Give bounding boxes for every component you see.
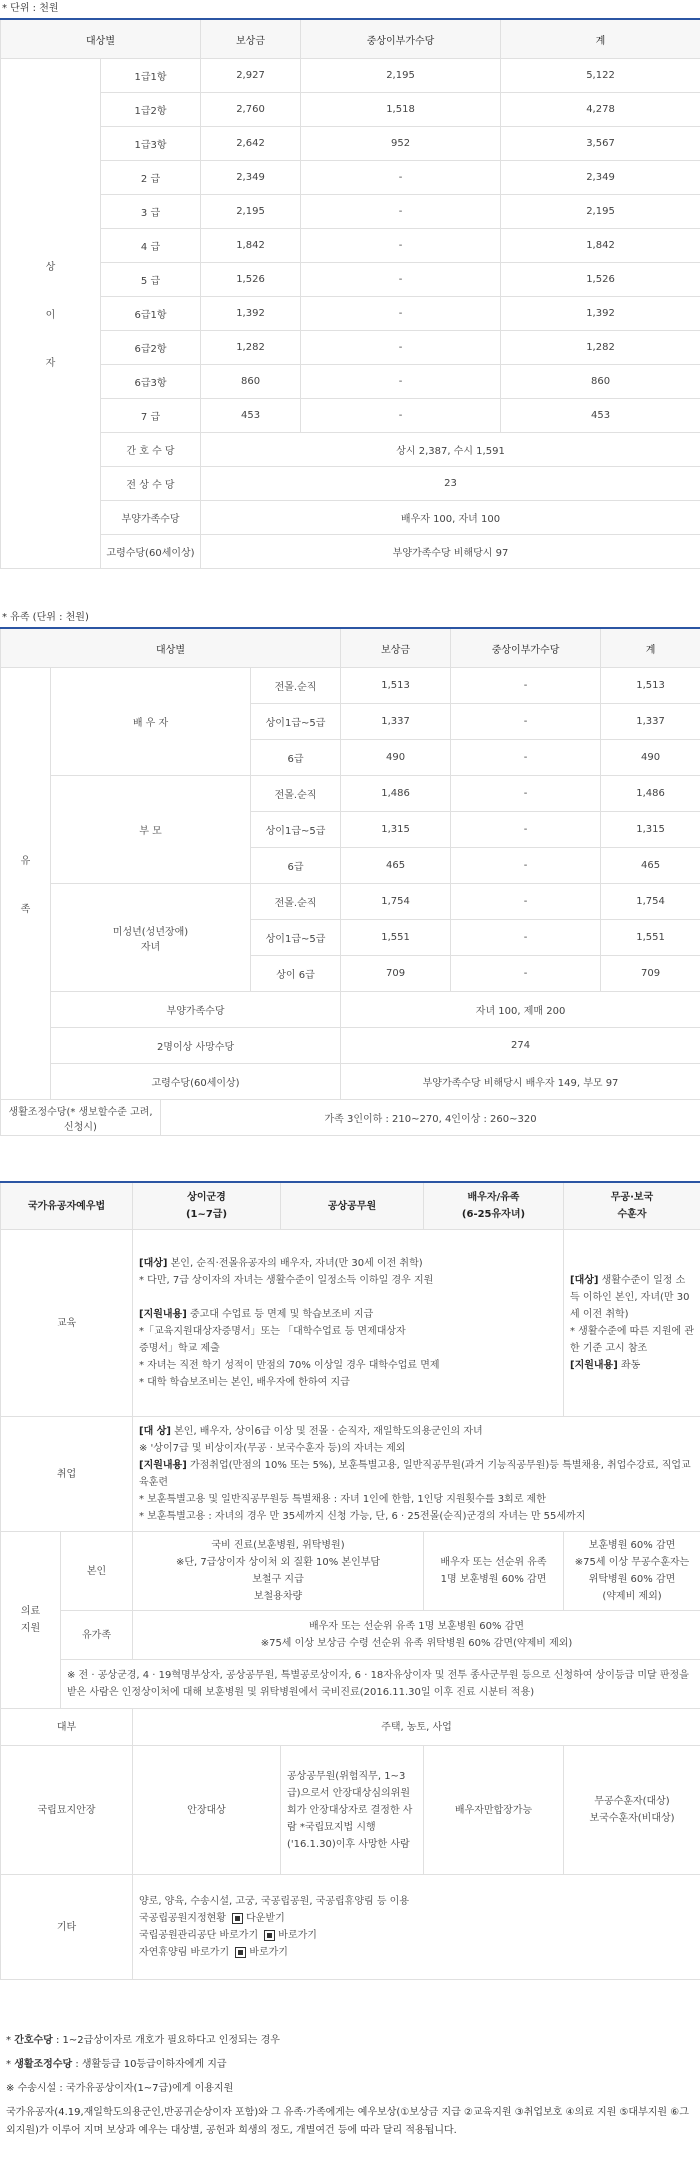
note-general: 국가유공자(4.19,재일학도의용군인,반공귀순상이자 포함)와 그 유족·가족에게는 예우보상(①보상금 지급 ②교육지원 ③취업보호 ④의료 지원 ⑤대부지원 ⑥그외지원)가 이루어 지며 보상과 예우는 대상별, 공헌과 희생의 정도, 개별여건 등에 따라 달리 적용됩니다. [6,2107,689,2136]
grade-label: 1급3항 [101,127,201,161]
loan-row [1,1709,700,1746]
total-value: 5,122 [501,59,700,93]
content-line [139,1289,557,1306]
category-label: 전몰.순직 [251,668,341,704]
compensation-value: 1,513 [341,668,451,704]
total-value: 453 [501,399,700,433]
forest-link[interactable]: 바로가기 [249,1947,288,1958]
table-row [1,1064,700,1100]
table-row [1,1028,700,1064]
etc-line: 국공립공원지정현황 다운받기 [139,1910,694,1927]
cemetery-veterans: 안장대상 [133,1746,281,1875]
header-merit-recipients: 무공·보국 수훈자 [564,1182,700,1230]
header-cell: 중상이부가수당 [451,628,601,668]
header-cell: 계 [601,628,700,668]
extra-allowance-value: 952 [301,127,501,161]
content-line: * 자녀는 직전 학기 성적이 만점의 70% 이상일 경우 대학수업료 면제 [139,1360,440,1371]
total-value: 4,278 [501,93,700,127]
extra-allowance-value: - [301,399,501,433]
extra-allowance-value: 1,518 [301,93,501,127]
header-cell: 대상별 [1,19,201,59]
table-row [1,776,700,812]
total-value: 1,526 [501,263,700,297]
category-label: 상이 6급 [251,956,341,992]
grade-label: 6급1항 [101,297,201,331]
medical-note: ※ 전 · 공상군경, 4 · 19혁명부상자, 공상공무원, 특별공로상이자, 6 · 18자유상이자 및 전투 종사군무원 등으로 신청하여 상이등급 미달 판정을 받은 사람은 인정상이처에 대해 보훈병원 및 위탁병원에서 국비진료(2016.11.30일 이후 진료 시분터 적용) [61,1660,700,1709]
total-value: 465 [601,848,700,884]
table-row [1,535,700,569]
content-line: ※단, 7급상이자 상이처 외 질환 10% 본인부담 [175,1557,381,1568]
note-transport: ※ 수송시설 : 국가유공상이자(1~7급)에게 이용지원 [6,2083,234,2094]
unit-label-1: * 단위 : 천원 [2,3,59,14]
table-row [1,263,700,297]
grade-label: 5 급 [101,263,201,297]
allowance-value: 부양가족수당 비해당시 97 [201,535,700,569]
extra-allowance-value: 2,195 [301,59,501,93]
etc-line: 국립공원관리공단 바로가기 바로가기 [139,1927,694,1944]
grade-label: 1급1항 [101,59,201,93]
medical-family-content [133,1611,700,1660]
download-icon[interactable] [232,1913,243,1924]
grade-label: 3 급 [101,195,201,229]
content-line: [대 상] 본인, 배우자, 상이6급 이상 및 전몰 · 순직자, 재일학도의용군인의 자녀 [139,1426,483,1437]
total-value: 1,282 [501,331,700,365]
employment-row [1,1417,700,1532]
medical-self-bereaved [424,1532,564,1611]
content-line: 배우자 또는 선순위 유족 1명 보훈병원 60% 감면 [308,1621,525,1632]
shortcut-icon[interactable] [235,1947,246,1958]
allowance-label: 간 호 수 당 [101,433,201,467]
content-line: 보훈병원 60% 감면 [588,1540,676,1551]
living-allowance-value: 가족 3인이하 : 210~270, 4인이상 : 260~320 [161,1100,700,1136]
extra-allowance-value: - [451,668,601,704]
content-line: [대상] 생활수준이 일정 소득 이하인 본인, 자녀(만 30세 이전 취학) [570,1275,690,1320]
total-value: 1,392 [501,297,700,331]
table-row [1,668,700,704]
table-row [1,127,700,161]
education-content [133,1230,564,1417]
content-line: [대상] 본인, 순직·전몰유공자의 배우자, 자녀(만 30세 이전 취학) [139,1258,423,1269]
total-value: 860 [501,365,700,399]
grade-label: 4 급 [101,229,201,263]
allowance-label: 고령수당(60세이상) [51,1064,341,1100]
table-row [1,229,700,263]
table-header-row [1,19,700,59]
row-label-etc: 기타 [1,1875,133,1980]
compensation-value: 1,754 [341,884,451,920]
table-row [1,884,700,920]
content-line: ※ '상이7급 및 비상이자(무공 · 보국수훈자 등)의 자녀는 제외 [139,1443,406,1454]
cemetery-spouse: 배우자만합장가능 [424,1746,564,1875]
allowance-value: 23 [201,467,700,501]
compensation-value: 2,760 [201,93,301,127]
category-label: 상이1급~5급 [251,812,341,848]
compensation-value: 2,349 [201,161,301,195]
table-row [1,331,700,365]
grade-label: 7 급 [101,399,201,433]
table-row [1,59,700,93]
benefits-table [0,1181,700,1980]
extra-allowance-value: - [301,229,501,263]
compensation-value: 709 [341,956,451,992]
total-value: 709 [601,956,700,992]
content-line: [지원내용] 중고대 수업료 등 면제 및 학습보조비 지급 [139,1309,374,1320]
content-line: *「교육지원대상자증명서」또는 「대학수업료 등 면제대상자 [139,1326,406,1337]
footnotes [0,2026,700,2140]
grade-label: 6급3항 [101,365,201,399]
content-line: 증명서」학교 제출 [139,1343,220,1354]
content-line: * 보훈특별고용 : 자녀의 경우 만 35세까지 신청 가능, 단, 6 · 25전몰(순직)군경의 자녀는 만 55세까지 [139,1511,586,1522]
compensation-value: 453 [201,399,301,433]
park-service-link[interactable]: 바로가기 [278,1930,317,1941]
table-row [1,501,700,535]
row-label-cemetery: 국립묘지안장 [1,1746,133,1875]
total-value: 1,486 [601,776,700,812]
compensation-value: 1,551 [341,920,451,956]
compensation-value: 1,315 [341,812,451,848]
row-label-loan: 대부 [1,1709,133,1746]
header-spouse-bereaved: 배우자/유족 (6-25유자녀) [424,1182,564,1230]
table-row [1,467,700,501]
compensation-value: 1,486 [341,776,451,812]
note-nursing: * 간호수당 : 1~2급상이자로 개호가 필요하다고 인정되는 경우 [6,2035,280,2046]
extra-allowance-value: - [451,812,601,848]
extra-allowance-value: - [451,776,601,812]
medical-family-row [1,1611,700,1660]
medical-family-label: 유가족 [61,1611,133,1660]
content-line: 보철구 지급 [252,1574,304,1585]
compensation-value: 1,337 [341,704,451,740]
header-injured-veterans: 상이군경 (1~7급) [133,1182,281,1230]
loan-content: 주택, 농토, 사업 [133,1709,700,1746]
table-header-row [1,628,700,668]
compensation-value: 1,842 [201,229,301,263]
grade-label: 2 급 [101,161,201,195]
total-value: 1,315 [601,812,700,848]
education-content-merit [564,1230,700,1417]
total-value: 490 [601,740,700,776]
download-link[interactable]: 다운받기 [246,1913,285,1924]
allowance-value: 배우자 100, 자녀 100 [201,501,700,535]
etc-content [133,1875,700,1980]
allowance-label: 전 상 수 당 [101,467,201,501]
total-value: 1,513 [601,668,700,704]
total-value: 2,349 [501,161,700,195]
content-line: [지원내용] 좌동 [570,1360,641,1371]
allowance-label: 고령수당(60세이상) [101,535,201,569]
etc-line: 자연휴양림 바로가기 바로가기 [139,1944,694,1961]
subgroup-label: 부 모 [51,776,251,884]
note-living: * 생활조정수당 : 생활등급 10등급이하자에게 지급 [6,2059,227,2070]
content-line: [지원내용] 가점취업(만점의 10% 또는 5%), 보훈특별고용, 일반직공무원(과거 기능직공무원)등 특별채용, 취업수강료, 직업교육훈련 [139,1460,691,1488]
allowance-value: 상시 2,387, 수시 1,591 [201,433,700,467]
cemetery-public-servant: 공상공무원(위험직무, 1~3급)으로서 안장대상심의위원회가 안장대상자로 결정한 사람 *국립묘지법 시행('16.1.30)이후 사망한 사람 [281,1746,424,1875]
shortcut-icon[interactable] [264,1930,275,1941]
content-line: 국비 진료(보훈병원, 위탁병원) [211,1540,345,1551]
content-line: * 다만, 7급 상이자의 자녀는 생활수준이 일정소득 이하일 경우 지원 [139,1275,434,1286]
table-row [1,161,700,195]
extra-allowance-value: - [301,195,501,229]
extra-allowance-value: - [451,704,601,740]
table-row [1,93,700,127]
compensation-value: 1,282 [201,331,301,365]
cemetery-merit: 무공수훈자(대상) 보국수훈자(비대상) [564,1746,700,1875]
total-value: 1,337 [601,704,700,740]
compensation-value: 2,927 [201,59,301,93]
compensation-value: 1,526 [201,263,301,297]
compensation-value: 1,392 [201,297,301,331]
cemetery-row [1,1746,700,1875]
living-allowance-label: 생활조정수당(* 생보할수준 고려, 신청시) [1,1100,161,1136]
employment-content [133,1417,700,1532]
content-line: 보철용차량 [253,1591,303,1602]
extra-allowance-value: - [301,297,501,331]
category-label: 전몰.순직 [251,884,341,920]
header-cell: 대상별 [1,628,341,668]
table-row [1,195,700,229]
allowance-value: 자녀 100, 제매 200 [341,992,700,1028]
header-cell: 중상이부가수당 [301,19,501,59]
header-public-servant: 공상공무원 [281,1182,424,1230]
extra-allowance-value: - [301,161,501,195]
content-line: (약제비 제외) [602,1591,662,1602]
medical-self-label: 본인 [61,1532,133,1611]
category-label: 6급 [251,848,341,884]
extra-allowance-value: - [301,331,501,365]
unit-label-2: * 유족 (단위 : 천원) [2,612,89,623]
content-line: * 생활수준에 따른 지원에 관한 기준 고시 참조 [570,1326,694,1354]
allowance-label: 2명이상 사망수당 [51,1028,341,1064]
extra-allowance-value: - [451,920,601,956]
header-cell: 계 [501,19,700,59]
compensation-value: 490 [341,740,451,776]
extra-allowance-value: - [451,956,601,992]
compensation-value: 2,642 [201,127,301,161]
content-line: 1명 보훈병원 60% 감면 [440,1574,547,1585]
total-value: 1,842 [501,229,700,263]
total-value: 1,754 [601,884,700,920]
content-line: 배우자 또는 선순위 유족 [440,1557,547,1568]
table-row [1,1100,700,1136]
total-value: 1,551 [601,920,700,956]
table-row [1,297,700,331]
extra-allowance-value: - [301,263,501,297]
group-label-bereaved: 유 족 [1,668,51,1100]
subgroup-label: 미성년(성년장애) 자녀 [51,884,251,992]
bereaved-compensation-table [0,627,700,1136]
allowance-value: 부양가족수당 비해당시 배우자 149, 부모 97 [341,1064,700,1100]
table-header-row [1,1182,700,1230]
extra-allowance-value: - [451,884,601,920]
table-row [1,399,700,433]
header-cell: 보상금 [201,19,301,59]
medical-note-row [1,1660,700,1709]
table-row [1,433,700,467]
category-label: 상이1급~5급 [251,920,341,956]
table-row [1,365,700,399]
header-law: 국가유공자예우법 [1,1182,133,1230]
extra-allowance-value: - [451,740,601,776]
injured-compensation-table [0,18,700,569]
allowance-value: 274 [341,1028,700,1064]
row-label-medical: 의료 지원 [1,1532,61,1709]
content-line: * 대학 학습보조비는 본인, 배우자에 한하여 지급 [139,1377,350,1388]
grade-label: 1급2항 [101,93,201,127]
compensation-value: 860 [201,365,301,399]
extra-allowance-value: - [451,848,601,884]
medical-self-merit [564,1532,700,1611]
etc-row [1,1875,700,1980]
medical-self-veterans [133,1532,424,1611]
grade-label: 6급2항 [101,331,201,365]
allowance-label: 부양가족수당 [101,501,201,535]
category-label: 전몰.순직 [251,776,341,812]
row-label-employment: 취업 [1,1417,133,1532]
category-label: 상이1급~5급 [251,704,341,740]
total-value: 2,195 [501,195,700,229]
medical-self-row [1,1532,700,1611]
content-line: * 보훈특별고용 및 일반직공무원등 특별채용 : 자녀 1인에 한함, 1인당 지원횟수를 3회로 제한 [139,1494,546,1505]
row-label-education: 교육 [1,1230,133,1417]
category-label: 6급 [251,740,341,776]
compensation-value: 465 [341,848,451,884]
allowance-label: 부양가족수당 [51,992,341,1028]
etc-line: 양로, 양육, 수송시설, 고궁, 국공립공원, 국공립휴양림 등 이용 [139,1896,409,1907]
compensation-value: 2,195 [201,195,301,229]
education-row [1,1230,700,1417]
table-row [1,992,700,1028]
extra-allowance-value: - [301,365,501,399]
header-cell: 보상금 [341,628,451,668]
group-label-injured: 상 이 자 [1,59,101,569]
total-value: 3,567 [501,127,700,161]
content-line: ※75세 이상 무공수훈자는 위탁병원 60% 감면 [574,1557,690,1585]
content-line: ※75세 이상 보상금 수령 선순위 유족 위탁병원 60% 감면(약제비 제외) [260,1638,573,1649]
subgroup-label: 배 우 자 [51,668,251,776]
